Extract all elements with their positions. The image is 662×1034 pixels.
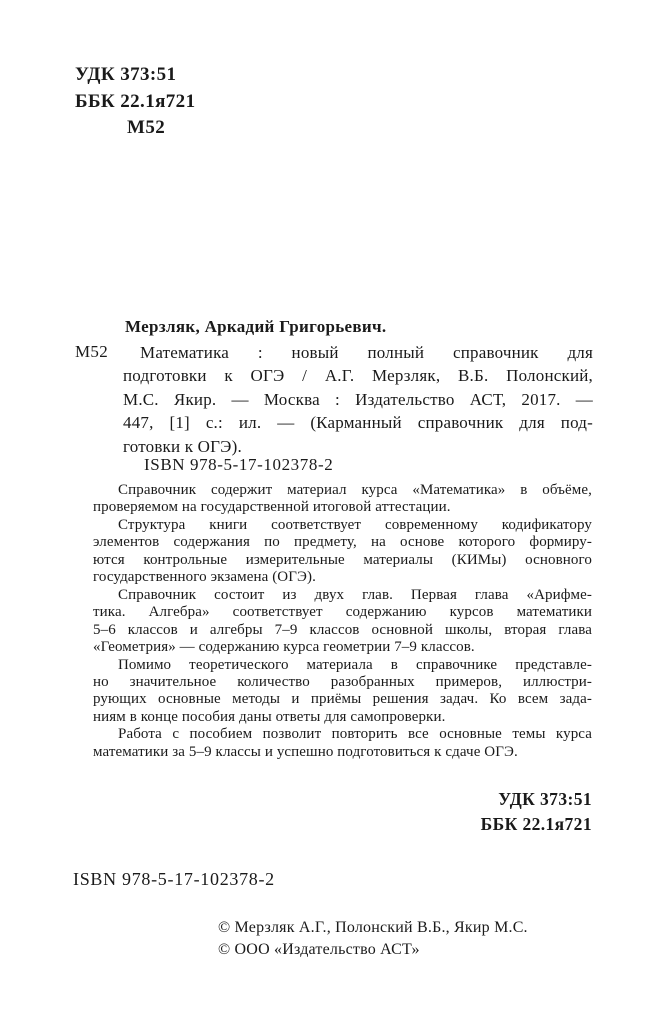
author-heading: Мерзляк, Аркадий Григорьевич. xyxy=(125,317,387,336)
text-line: ниям в конце пособия даны ответы для самопроверки. xyxy=(93,708,446,725)
udk-code-bottom: УДК 373:51 xyxy=(498,789,592,809)
text-line: © Мерзляк А.Г., Полонский В.Б., Якир М.С. xyxy=(218,919,528,936)
bbk-code-bottom: ББК 22.1я721 xyxy=(480,814,592,834)
annotation-paragraph-2 xyxy=(93,517,592,587)
text-line: Справочник содержит материал курса «Математика» в объёме, xyxy=(118,482,592,498)
text-line: элементов содержания по предмету, на основе которого формиру- xyxy=(93,534,592,551)
text-line: Справочник состоит из двух глав. Первая глава «Арифме- xyxy=(118,586,592,603)
annotation-paragraph-5 xyxy=(93,726,592,761)
isbn-bibliographic: ISBN 978-5-17-102378-2 xyxy=(144,455,334,474)
author-sign-margin: М52 xyxy=(75,342,109,361)
copyright-block xyxy=(218,917,528,960)
isbn-main: ISBN 978-5-17-102378-2 xyxy=(73,869,275,889)
text-line: М.С. Якир. — Москва : Издательство АСТ, 2017. — xyxy=(123,389,593,409)
text-line: тика. Алгебра» соответствует содержанию курсов математики xyxy=(93,604,592,621)
bbk-code-top: ББК 22.1я721 xyxy=(75,90,196,112)
annotation-paragraph-1 xyxy=(93,482,592,517)
bibliographic-description xyxy=(123,341,593,458)
text-line: рующих основные методы и приёмы решения задач. Ко всем зада- xyxy=(93,691,592,708)
text-line: математики за 5–9 классы и успешно подготовиться к сдаче ОГЭ. xyxy=(93,743,518,760)
text-line: ются контрольные измерительные материалы (КИМы) основного xyxy=(93,551,592,568)
annotation-paragraph-3 xyxy=(93,587,592,657)
text-line: но значительное количество разобранных примеров, иллюстри- xyxy=(93,673,592,690)
text-line: © ООО «Издательство АСТ» xyxy=(218,940,420,958)
text-line: Помимо теоретического материала в справочнике представле- xyxy=(118,656,592,673)
text-line: Математика : новый полный справочник для xyxy=(140,343,593,362)
text-line: подготовки к ОГЭ / А.Г. Мерзляк, В.Б. Полонский, xyxy=(123,366,593,386)
annotation-block xyxy=(93,482,592,761)
text-line: «Геометрия» — содержанию курса геометрии 7–9 классов. xyxy=(93,639,475,656)
bottom-classification-block xyxy=(481,787,592,837)
text-line: проверяемом на государственной итоговой аттестации. xyxy=(93,499,451,516)
annotation-paragraph-4 xyxy=(93,657,592,727)
text-line: государственного экзамена (ОГЭ). xyxy=(93,569,316,586)
udk-code-top: УДК 373:51 xyxy=(75,64,177,85)
text-line: 447, [1] с.: ил. — (Карманный справочник для под- xyxy=(123,413,593,433)
author-sign-top: М52 xyxy=(127,117,166,138)
text-line: Работа с пособием позволит повторить все основные темы курса xyxy=(118,726,592,743)
text-line: готовки к ОГЭ). xyxy=(123,436,242,456)
text-line: Структура книги соответствует современному кодификатору xyxy=(118,516,592,533)
text-line: 5–6 классов и алгебры 7–9 классов основной школы, вторая глава xyxy=(93,621,592,638)
top-classification-block xyxy=(75,62,195,142)
